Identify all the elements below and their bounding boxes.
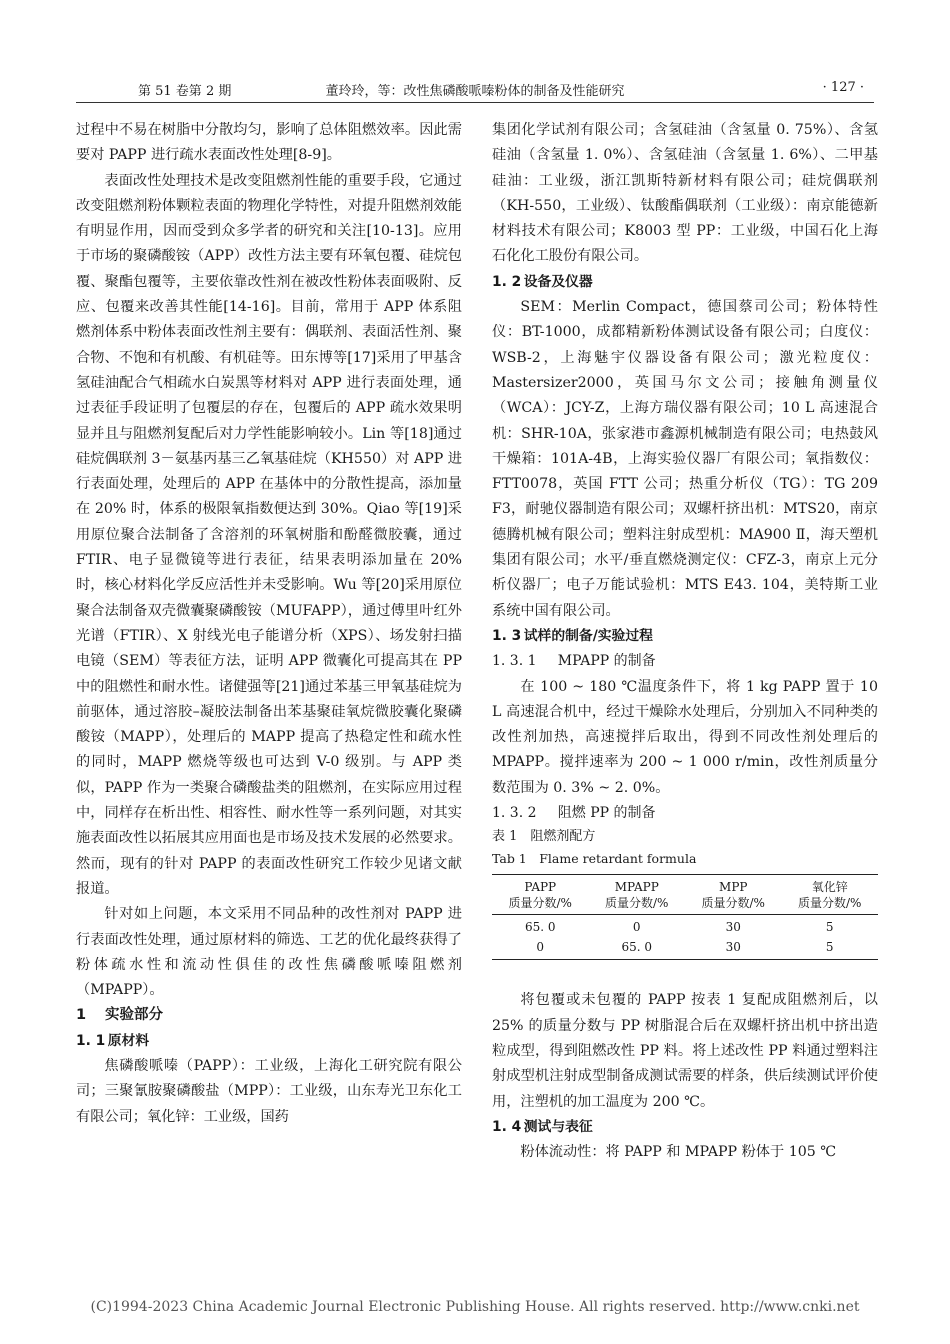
paragraph: 粉体流动性：将 PAPP 和 MPAPP 粉体于 105 ℃ bbox=[520, 1144, 837, 1161]
table-spacer bbox=[492, 960, 878, 988]
table-cell: 5 bbox=[782, 935, 879, 960]
section-heading bbox=[76, 1003, 462, 1028]
paragraph: 在 100 ~ 180 ℃温度条件下，将 1 kg PAPP 置于 10 L 高速混合机中，经过干燥除水处理后，分别加入不同种类的改性剂加热，高速搅拌后取出，得到不同改性剂处理后的 MPAPP。搅拌速率为 200 ~ 1 000 r/min，改性剂质量分数范围为 0. 3% ~ 2. 0%。 bbox=[492, 678, 878, 796]
header-rule bbox=[76, 102, 874, 103]
paragraph: 焦磷酸哌嗪（PAPP）：工业级，上海化工研究院有限公司；三聚氰胺聚磷酸盐（MPP）：工业级，山东寿光卫东化工有限公司；氧化锌：工业级，国药 bbox=[76, 1057, 462, 1125]
subsubsection-number: 1. 3. 1 bbox=[492, 653, 537, 670]
paragraph: 将包覆或未包覆的 PAPP 按表 1 复配成阻燃剂后，以 25% 的质量分数与 PP 树脂混合后在双螺杆挤出机中挤出造粒成型，得到阻燃改性 PP 料。将上述改性 PP 料通过塑料注射成型机注射成型制备成测试需要的样条，供后续测试评价使用，注塑机的加工温度为 200 ℃。 bbox=[492, 992, 878, 1110]
table-cell: 5 bbox=[825, 920, 834, 935]
table-subheader-cell: 质量分数/% bbox=[782, 895, 879, 915]
subsection-title: 设备及仪器 bbox=[523, 273, 593, 290]
page-number: · 127 · bbox=[822, 80, 864, 95]
table-header-cell: PAPP bbox=[492, 875, 589, 896]
table-cell: 30 bbox=[725, 920, 741, 935]
table-cell: 0 bbox=[492, 935, 589, 960]
table-header-cell: 氧化锌 bbox=[782, 875, 879, 896]
journal-volume: 第 51 卷第 2 期 bbox=[138, 84, 232, 99]
subsection-number: 1. 4 bbox=[492, 1118, 522, 1135]
table-row bbox=[492, 935, 878, 960]
table-header-cell: MPAPP bbox=[589, 875, 686, 896]
subsection-heading bbox=[492, 624, 878, 649]
flame-retardant-formula-table bbox=[492, 874, 878, 960]
subsection-number: 1. 3 bbox=[492, 627, 522, 644]
section-number: 1 bbox=[76, 1007, 87, 1024]
table-subheader-row bbox=[492, 895, 878, 915]
table-subheader-cell: 质量分数/% bbox=[492, 895, 589, 915]
subsubsection-number: 1. 3. 2 bbox=[492, 805, 537, 822]
subsection-title: 原材料 bbox=[107, 1032, 150, 1049]
paragraph: 过程中不易在树脂中分散均匀，影响了总体阻燃效率。因此需要对 PAPP 进行疏水表面改性处理[8-9]。 bbox=[76, 122, 462, 164]
subsection-number: 1. 1 bbox=[76, 1032, 106, 1049]
subsection-heading bbox=[492, 1115, 878, 1140]
paragraph: 针对如上问题，本文采用不同品种的改性剂对 PAPP 进行表面改性处理，通过原材料的筛选、工艺的优化最终获得了粉体疏水性和流动性俱佳的改性焦磷酸哌嗪阻燃剂（MPAPP）。 bbox=[76, 906, 462, 999]
subsection-number: 1. 2 bbox=[492, 273, 522, 290]
section-title: 实验部分 bbox=[105, 1007, 163, 1024]
table-caption-cn: 表 1 阻燃剂配方 bbox=[492, 829, 596, 845]
table-header-cell: MPP bbox=[685, 875, 782, 896]
article-running-title: 董玲玲，等：改性焦磷酸哌嗪粉体的制备及性能研究 bbox=[325, 84, 625, 99]
right-column bbox=[492, 118, 878, 1165]
table-cell: 0 bbox=[632, 920, 641, 935]
subsubsection-title: 阻燃 PP 的制备 bbox=[557, 805, 656, 822]
left-column bbox=[76, 118, 462, 1130]
subsection-heading bbox=[492, 270, 878, 295]
subsection-title: 测试与表征 bbox=[523, 1118, 593, 1135]
paragraph: SEM：Merlin Compact，德国蔡司公司；粉体特性仪：BT-1000，成都精新粉体测试设备有限公司；白度仪：WSB-2，上海魅宇仪器设备有限公司；激光粒度仪：Mastersizer2000，英国马尔文公司；接触角测量仪（WCA）：JCY-Z，上海方瑞仪器有限公司；10 L 高速混合机：SHR-10A，张家港市鑫源机械制造有限公司；电热鼓风干燥箱：101A-4B，上海实验仪器厂有限公司；氧指数仪：FTT0078，英国 FTT 公司；热重分析仪（TG）：TG 209 F3，耐驰仪器制造有限公司；双螺杆挤出机：MTS20，南京德腾机械有限公司；塑料注射成型机：MA900 Ⅱ，海天塑机集团有限公司；水平/垂直燃烧测定仪：CFZ-3，南京上元分析仪器厂；电子万能试验机：MTS E43. 104，美特斯工业系统中国有限公司。 bbox=[492, 299, 878, 619]
running-header bbox=[76, 78, 874, 100]
table-row bbox=[492, 915, 878, 936]
table-header-row bbox=[492, 875, 878, 896]
table-subheader-cell: 质量分数/% bbox=[685, 895, 782, 915]
subsubsection-title: MPAPP 的制备 bbox=[557, 653, 656, 670]
table-cell: 65. 0 bbox=[589, 935, 686, 960]
table-cell: 30 bbox=[685, 935, 782, 960]
subsubsection-heading bbox=[492, 649, 878, 674]
table-caption-en: Tab 1 Flame retardant formula bbox=[492, 851, 697, 867]
paragraph: 表面改性处理技术是改变阻燃剂性能的重要手段，它通过改变阻燃剂粉体颗粒表面的物理化学特性，对提升阻燃剂效能有明显作用，因而受到众多学者的研究和关注[10-13]。应用于市场的聚磷酸铵（APP）改性方法主要有环氧包覆、硅烷包覆、聚酯包覆等，主要依靠改性剂在被改性粉体表面吸附、反应、包覆来改善其性能[14-16]。目前，常用于 APP 体系阻燃剂体系中粉体表面改性剂主要有：偶联剂、表面活性剂、聚合物、不饱和有机酸、有机硅等。田东博等[17]采用了甲基含氢硅油配合气相疏水白炭黑等材料对 APP 进行表面处理，通过表征手段证明了包覆层的存在，包覆后的 APP 疏水效果明显并且与阻燃剂复配后对力学性能影响较小。Lin 等[18]通过硅烷偶联剂 3－氨基丙基三乙氧基硅烷（KH550）对 APP 进行表面处理，处理后的 APP 在基体中的分散性提高，添加量在 20% 时，体系的极限氧指数便达到 30%。Qiao 等[19]采用原位聚合法制备了含溶剂的环氧树脂和酚醛微胶囊，通过 FTIR、电子显微镜等进行表征，结果表明添加量在 20% 时，核心材料化学反应活性并未受影响。Wu 等[20]采用原位聚合法制备双壳微囊聚磷酸铵（MUFAPP），通过傅里叶红外光谱（FTIR）、X 射线光电子能谱分析（XPS）、场发射扫描电镜（SEM）等表征方法，证明 APP 微囊化可提高其在 PP 中的阻燃性和耐水性。诸健强等[21]通过苯基三甲氧基硅烷为前驱体，通过溶胶–凝胶法制备出苯基聚硅氧烷微胶囊化聚磷酸铵（MAPP），处理后的 MAPP 提高了热稳定性和疏水性的同时，MAPP 燃烧等级也可达到 V-0 级别。与 APP 类似，PAPP 作为一类聚合磷酸盐类的阻燃剂，在实际应用过程中，同样存在析出性、相容性、耐水性等一系列问题，对其实施表面改性以拓展其应用面也是市场及技术发展的必然要求。然而，现有的针对 PAPP 的表面改性研究工作较少见诸文献报道。 bbox=[76, 172, 462, 897]
subsection-title: 试样的制备/实验过程 bbox=[523, 627, 653, 644]
table-subheader-cell: 质量分数/% bbox=[589, 895, 686, 915]
table-cell: 65. 0 bbox=[524, 920, 556, 935]
subsubsection-heading bbox=[492, 801, 878, 826]
subsection-heading bbox=[76, 1029, 462, 1054]
paragraph: 集团化学试剂有限公司；含氢硅油（含氢量 0. 75%）、含氢硅油（含氢量 1. 0%）、含氢硅油（含氢量 1. 6%）、二甲基硅油：工业级，浙江凯斯特新材料有限公司；硅烷偶联剂（KH-550，工业级）、钛酸酯偶联剂（工业级）：南京能德新材料技术有限公司；K8003 型 PP：工业级，中国石化上海石化化工股份有限公司。 bbox=[492, 122, 878, 265]
copyright-footer: (C)1994-2023 China Academic Journal Electronic Publishing House. All rights reserved. http://www.cnki.net bbox=[90, 1299, 860, 1315]
